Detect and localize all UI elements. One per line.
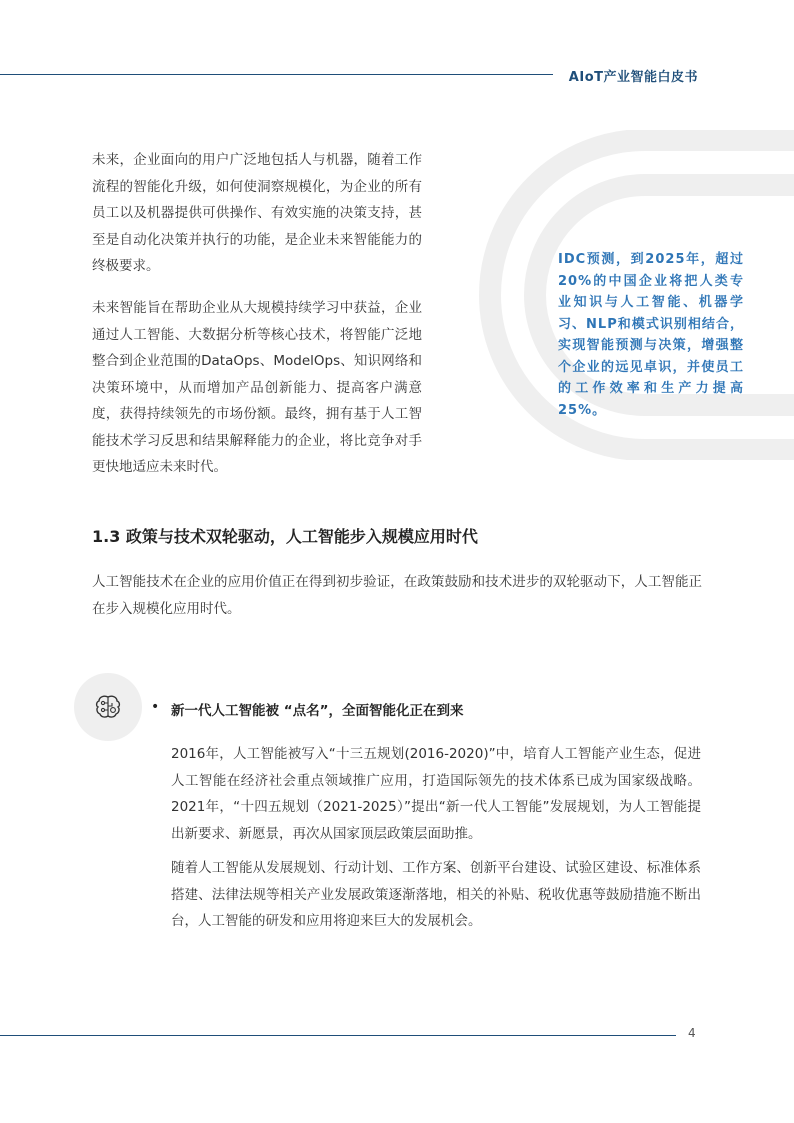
intro-paragraph-2: 未来智能旨在帮助企业从大规模持续学习中获益，企业通过人工智能、大数据分析等核心技术，将智能广泛地整合到企业范围的DataOps、ModelOps、知识网络和决策环境中，从而增加产品创新能力、提高客户满意度，获得持续领先的市场份额。最终，拥有基于人工智能技术学习反思和结果解释能力的企业，将比竞争对手更快地适应未来时代。	[92, 300, 422, 475]
bullet-paragraph-1: 2016年，人工智能被写入“十三五规划(2016-2020)”中，培育人工智能产业生态，促进人工智能在经济社会重点领域推广应用，打造国际领先的技术体系已成为国家级战略。2021年，“十四五规划（2021-2025）”提出“新一代人工智能”发展规划，为人工智能提出新要求、新愿景，再次从国家顶层政策层面助推。	[171, 746, 701, 842]
idc-callout: IDC预测，到2025年，超过20%的中国企业将把人类专业知识与人工智能、机器学习、NLP和模式识别相结合，实现智能预测与决策，增强整个企业的远见卓识，并使员工的工作效率和生产力提高25%。	[558, 252, 744, 418]
intro-paragraph-1: 未来，企业面向的用户广泛地包括人与机器，随着工作流程的智能化升级，如何使洞察规模化，为企业的所有员工以及机器提供可供操作、有效实施的决策支持，甚至是自动化决策并执行的功能，是企业未来智能能力的终极要求。	[92, 152, 422, 274]
header-rule	[0, 74, 553, 75]
document-title: AIoT产业智能白皮书	[568, 70, 698, 85]
page-number: 4	[688, 1026, 696, 1040]
bullet-marker: •	[151, 699, 160, 715]
ai-brain-icon	[74, 673, 142, 741]
section-paragraph: 人工智能技术在企业的应用价值正在得到初步验证，在政策鼓励和技术进步的双轮驱动下，人工智能正在步入规模化应用时代。	[92, 574, 702, 617]
bullet-title: 新一代人工智能被 “点名”，全面智能化正在到来	[171, 703, 464, 719]
footer-rule	[0, 1035, 676, 1036]
section-heading: 1.3 政策与技术双轮驱动，人工智能步入规模应用时代	[92, 527, 478, 546]
bullet-paragraph-2: 随着人工智能从发展规划、行动计划、工作方案、创新平台建设、试验区建设、标准体系搭建、法律法规等相关产业发展政策逐渐落地，相关的补贴、税收优惠等鼓励措施不断出台，人工智能的研发和应用将迎来巨大的发展机会。	[171, 860, 701, 929]
